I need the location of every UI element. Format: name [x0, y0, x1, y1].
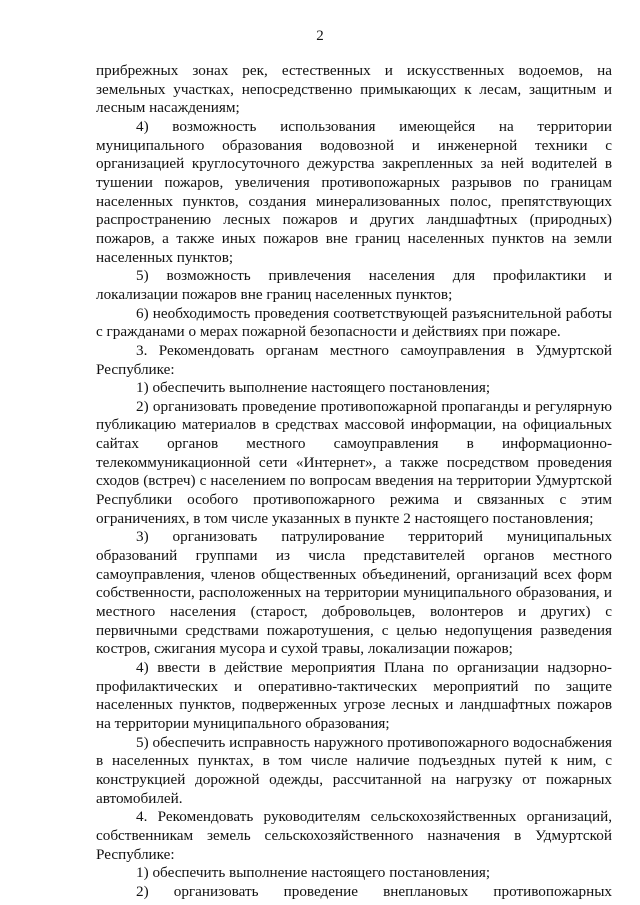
paragraph-section-3-item-3: 3) организовать патрулирование территорий муниципальных образований группами из числа представителей органов местного самоуправления, членов общественных объединений, организаций всех форм собственности, расположенных на территории муниципального образования, и местного населения (старост, добровольцев, волонтеров и других) с первичными средствами пожаротушения, с целью недопущения разведения костров, сжигания мусора и сухой травы, локализации пожаров; [96, 528, 612, 658]
paragraph-section-3: 3. Рекомендовать органам местного самоуправления в Удмуртской Республике: [96, 341, 612, 378]
paragraph-continuation: прибрежных зонах рек, естественных и искусственных водоемов, на земельных участках, непосредственно примыкающих к лесам, защитным и лесным насаждениям; [96, 62, 612, 117]
paragraph-section-3-item-4: 4) ввести в действие мероприятия Плана по организации надзорно-профилактических и оперативно-тактических мероприятий по защите населенных пунктов, подверженных угрозе лесных и ландшафтных пожаров на территории муниципального образования; [96, 659, 612, 732]
paragraph-section-3-item-2: 2) организовать проведение противопожарной пропаганды и регулярную публикацию материалов в средствах массовой информации, на официальных сайтах органов местного самоуправления в информационно-телекоммуникационной сети «Интернет», а также посредством проведения сходов (встреч) с населением по вопросам введения на территории Удмуртской Республики особого противопожарного режима и связанных с этим ограничениях, в том числе указанных в пункте 2 настоящего постановления; [96, 397, 612, 527]
paragraph-item-5: 5) возможность привлечения населения для профилактики и локализации пожаров вне границ населенных пунктов; [96, 267, 612, 303]
document-body [96, 62, 612, 902]
page-number: 2 [316, 28, 324, 44]
paragraph-section-4-item-1: 1) обеспечить выполнение настоящего постановления; [136, 864, 491, 882]
paragraph-section-4-item-2: 2) организовать проведение внеплановых противопожарных [136, 882, 612, 900]
paragraph-item-4: 4) возможность использования имеющейся на территории муниципального образования водовозной и инженерной техники с организацией круглосуточного дежурства закрепленных за ней водителей в тушении пожаров, увеличения противопожарных разрывов по границам населенных пунктов, создания минерализованных полос, препятствующих распространению лесных пожаров и других ландшафтных (природных) пожаров, а также иных пожаров вне границ населенных пунктов на земли населенных пунктов; [96, 117, 612, 266]
paragraph-section-3-item-1: 1) обеспечить выполнение настоящего постановления; [136, 379, 491, 397]
paragraph-item-6: 6) необходимость проведения соответствующей разъяснительной работы с гражданами о мерах пожарной безопасности и действиях при пожаре. [96, 304, 612, 341]
paragraph-section-4: 4. Рекомендовать руководителям сельскохозяйственных организаций, собственникам земель сельскохозяйственного назначения в Удмуртской Республике: [96, 808, 612, 863]
paragraph-section-3-item-5: 5) обеспечить исправность наружного противопожарного водоснабжения в населенных пунктах, в том числе наличие подъездных путей к ним, с конструкцией дорожной одежды, рассчитанной на нагрузку от пожарных автомобилей. [96, 733, 612, 807]
